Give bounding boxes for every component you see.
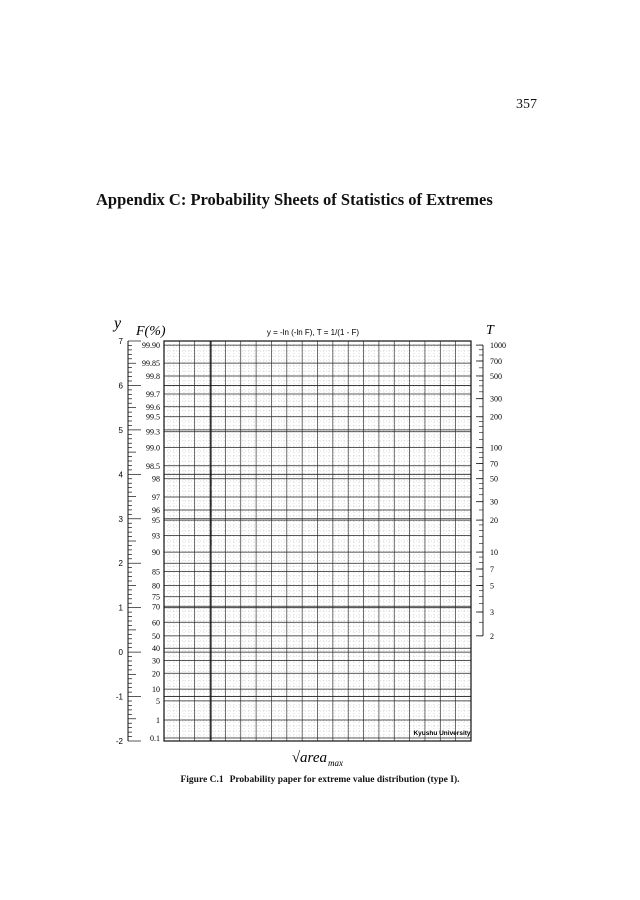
f-percent-label: 99.3	[146, 427, 160, 437]
t-tick-label: 100	[490, 443, 502, 453]
t-tick-label: 2	[490, 631, 494, 641]
formula-label: y = -ln (-ln F), T = 1/(1 - F)	[266, 328, 360, 337]
y-axis-symbol: y	[114, 315, 122, 332]
t-tick-label: 1000	[490, 341, 506, 351]
y-tick-label: 3	[118, 514, 123, 524]
t-tick-label: 3	[490, 607, 494, 617]
t-tick-label: 20	[490, 516, 498, 526]
f-percent-label: 99.90	[142, 341, 160, 351]
f-percent-label: 99.0	[146, 443, 160, 453]
x-axis-label: √area	[291, 750, 327, 766]
f-percent-label: 99.5	[146, 412, 160, 422]
f-percent-label: 40	[152, 644, 160, 654]
t-tick-label: 10	[490, 548, 498, 558]
t-tick-label: 200	[490, 412, 502, 422]
f-percent-label: 75	[152, 592, 160, 602]
figure-caption	[0, 775, 640, 785]
f-percent-label: 10	[152, 685, 160, 695]
caption-text: Probability paper for extreme value distribution (type I).	[229, 775, 460, 785]
f-percent-label: 70	[152, 602, 160, 612]
f-percent-axis	[142, 341, 160, 743]
t-tick-label: 30	[490, 497, 498, 507]
t-tick-label: 70	[490, 459, 498, 469]
t-tick-label: 50	[490, 474, 498, 484]
f-percent-label: 99.85	[142, 359, 160, 369]
return-period-axis	[476, 341, 506, 641]
y-tick-label: 6	[118, 381, 123, 391]
t-tick-label: 5	[490, 581, 494, 591]
f-percent-label: 93	[152, 531, 160, 541]
y-tick-label: 2	[118, 559, 123, 569]
f-percent-label: 85	[152, 567, 160, 577]
f-percent-label: 98	[152, 474, 160, 484]
y-tick-label: 1	[118, 603, 123, 613]
t-tick-label: 7	[490, 565, 494, 575]
y-tick-label: 5	[118, 425, 123, 435]
f-percent-label: 97	[152, 492, 160, 502]
x-axis-subscript: max	[328, 758, 343, 768]
f-percent-label: 0.1	[150, 734, 160, 744]
y-tick-label: -2	[115, 737, 123, 746]
f-percent-label: 99.7	[146, 389, 160, 399]
f-percent-label: 80	[152, 581, 160, 591]
f-percent-label: 90	[152, 548, 160, 558]
f-percent-label: 95	[152, 516, 160, 526]
f-percent-label: 5	[156, 696, 160, 706]
t-tick-label: 500	[490, 371, 502, 381]
f-axis-symbol: F(%)	[136, 324, 166, 339]
f-percent-label: 50	[152, 631, 160, 641]
f-percent-label: 1	[156, 715, 160, 725]
watermark: Kyushu University	[413, 730, 471, 737]
y-tick-label: -1	[115, 692, 123, 702]
y-tick-label: 0	[118, 648, 123, 658]
t-tick-label: 300	[490, 394, 502, 404]
appendix-heading: Appendix C: Probability Sheets of Statistics of Extremes	[96, 190, 493, 209]
page-number: 357	[516, 97, 537, 112]
f-percent-label: 96	[152, 505, 160, 515]
t-axis-symbol: T	[486, 323, 494, 338]
f-percent-label: 60	[152, 618, 160, 628]
f-percent-label: 99.6	[146, 402, 160, 412]
grid-layer	[164, 341, 471, 741]
f-percent-label: 98.5	[146, 461, 160, 471]
y-axis	[116, 337, 141, 746]
caption-number: Figure C.1	[180, 775, 224, 785]
y-tick-label: 7	[118, 337, 123, 346]
y-tick-label: 4	[118, 470, 123, 480]
f-percent-label: 30	[152, 656, 160, 666]
f-percent-label: 99.8	[146, 371, 160, 381]
t-tick-label: 700	[490, 356, 502, 366]
f-percent-label: 20	[152, 669, 160, 679]
